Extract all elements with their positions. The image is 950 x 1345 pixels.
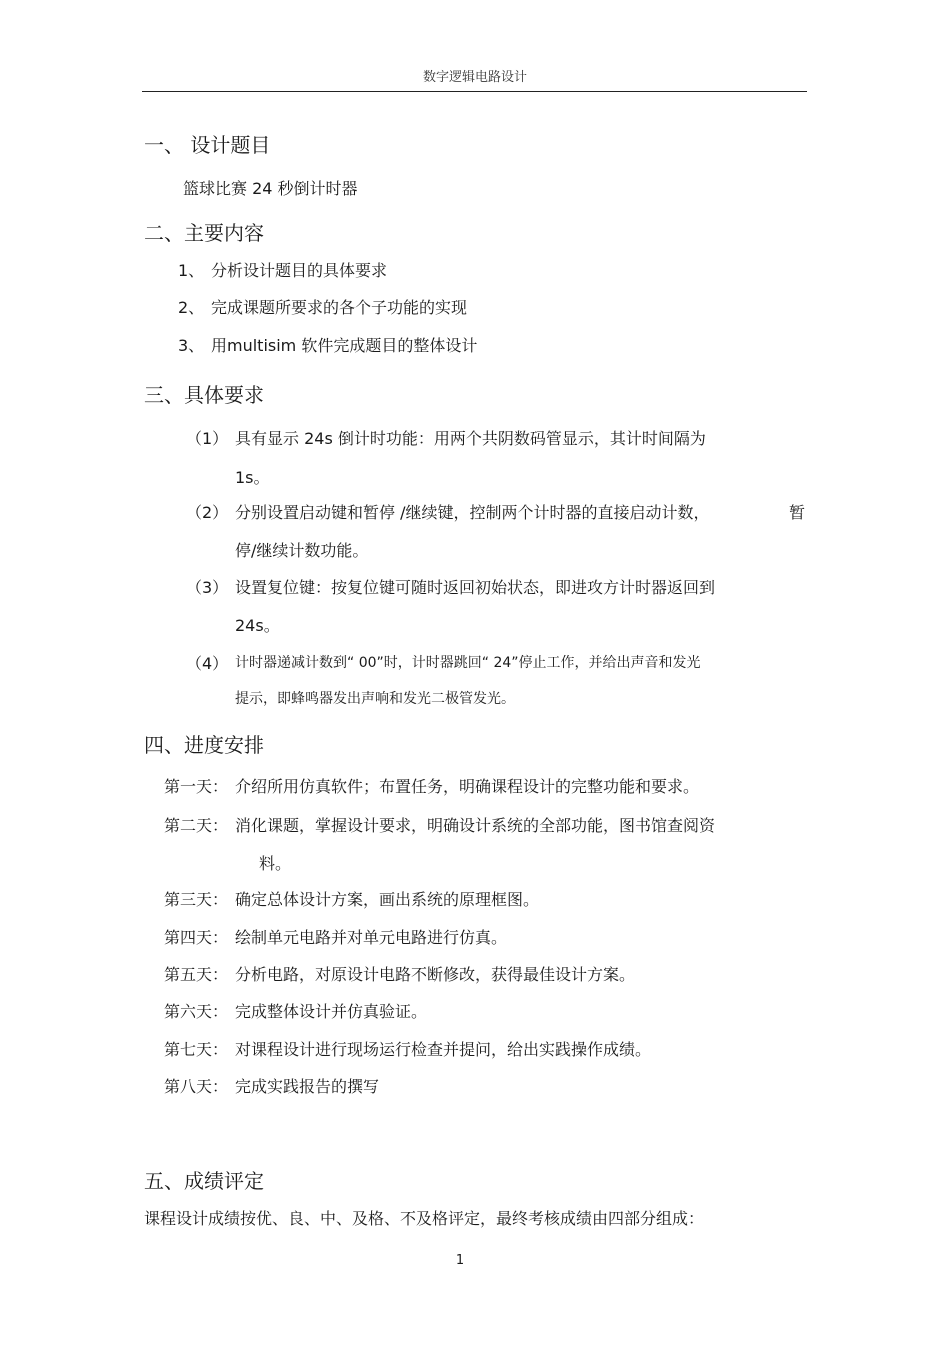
list-item-number: 3、	[178, 336, 205, 355]
list-item: 分析设计题目的具体要求	[211, 261, 388, 280]
schedule-day-text: 完成整体设计并仿真验证。	[235, 1002, 428, 1021]
requirement-text: 设置复位键：按复位键可随时返回初始状态，即进攻方计时器返回到	[235, 578, 716, 597]
schedule-day-text: 消化课题，掌握设计要求，明确设计系统的全部功能，图书馆查阅资	[235, 816, 716, 835]
requirement-text-cont: 1s。	[235, 468, 270, 487]
section-heading-3: 三、具体要求	[144, 383, 264, 407]
requirement-text: 计时器递减计数到“ 00”时，计时器跳回“ 24”停止工作，并给出声音和发光	[235, 655, 701, 671]
requirement-number: （3）	[186, 578, 229, 597]
requirement-number: （2）	[186, 503, 229, 522]
list-item: 用multisim 软件完成题目的整体设计	[211, 336, 478, 355]
requirement-text-cont: 停/继续计数功能。	[235, 541, 369, 560]
requirement-text-cont: 24s。	[235, 616, 280, 635]
requirement-text: 具有显示 24s 倒计时功能：用两个共阴数码管显示，其计时间隔为	[235, 429, 706, 448]
requirement-number: （1）	[186, 429, 229, 448]
schedule-day-label: 第七天：	[164, 1040, 229, 1059]
schedule-day-label: 第五天：	[164, 965, 229, 984]
list-item: 完成课题所要求的各个子功能的实现	[211, 298, 468, 317]
section-heading-5: 五、成绩评定	[144, 1169, 264, 1193]
grading-intro: 课程设计成绩按优、良、中、及格、不及格评定，最终考核成绩由四部分组成：	[144, 1209, 705, 1228]
section-heading-4: 四、进度安排	[144, 733, 264, 757]
schedule-day-text-cont: 料。	[259, 854, 292, 873]
section-heading-2: 二、主要内容	[144, 221, 264, 245]
schedule-day-label: 第三天：	[164, 890, 229, 909]
schedule-day-label: 第二天：	[164, 816, 229, 835]
page-number: 1	[455, 1253, 465, 1268]
requirement-text-cont: 提示，即蜂鸣器发出声响和发光二极管发光。	[235, 691, 515, 707]
list-item-number: 2、	[178, 298, 205, 317]
section-heading-1: 一、 设计题目	[144, 133, 271, 157]
design-topic: 篮球比赛 24 秒倒计时器	[183, 179, 358, 198]
schedule-day-label: 第八天：	[164, 1077, 229, 1096]
list-item-number: 1、	[178, 261, 205, 280]
schedule-day-label: 第四天：	[164, 928, 229, 947]
header-rule	[142, 91, 807, 92]
schedule-day-label: 第一天：	[164, 777, 229, 796]
schedule-day-label: 第六天：	[164, 1002, 229, 1021]
requirement-text-end: 暂	[789, 503, 806, 522]
schedule-day-text: 绘制单元电路并对单元电路进行仿真。	[235, 928, 508, 947]
requirement-number: （4）	[186, 654, 229, 673]
running-header-title: 数字逻辑电路设计	[422, 70, 527, 85]
schedule-day-text: 分析电路，对原设计电路不断修改，获得最佳设计方案。	[235, 965, 636, 984]
schedule-day-text: 对课程设计进行现场运行检查并提问，给出实践操作成绩。	[235, 1040, 652, 1059]
requirement-text: 分别设置启动键和暂停 /继续键，控制两个计时器的直接启动计数，	[235, 503, 710, 522]
schedule-day-text: 确定总体设计方案，画出系统的原理框图。	[235, 890, 540, 909]
schedule-day-text: 介绍所用仿真软件；布置任务，明确课程设计的完整功能和要求。	[235, 777, 700, 796]
schedule-day-text: 完成实践报告的撰写	[235, 1077, 380, 1096]
